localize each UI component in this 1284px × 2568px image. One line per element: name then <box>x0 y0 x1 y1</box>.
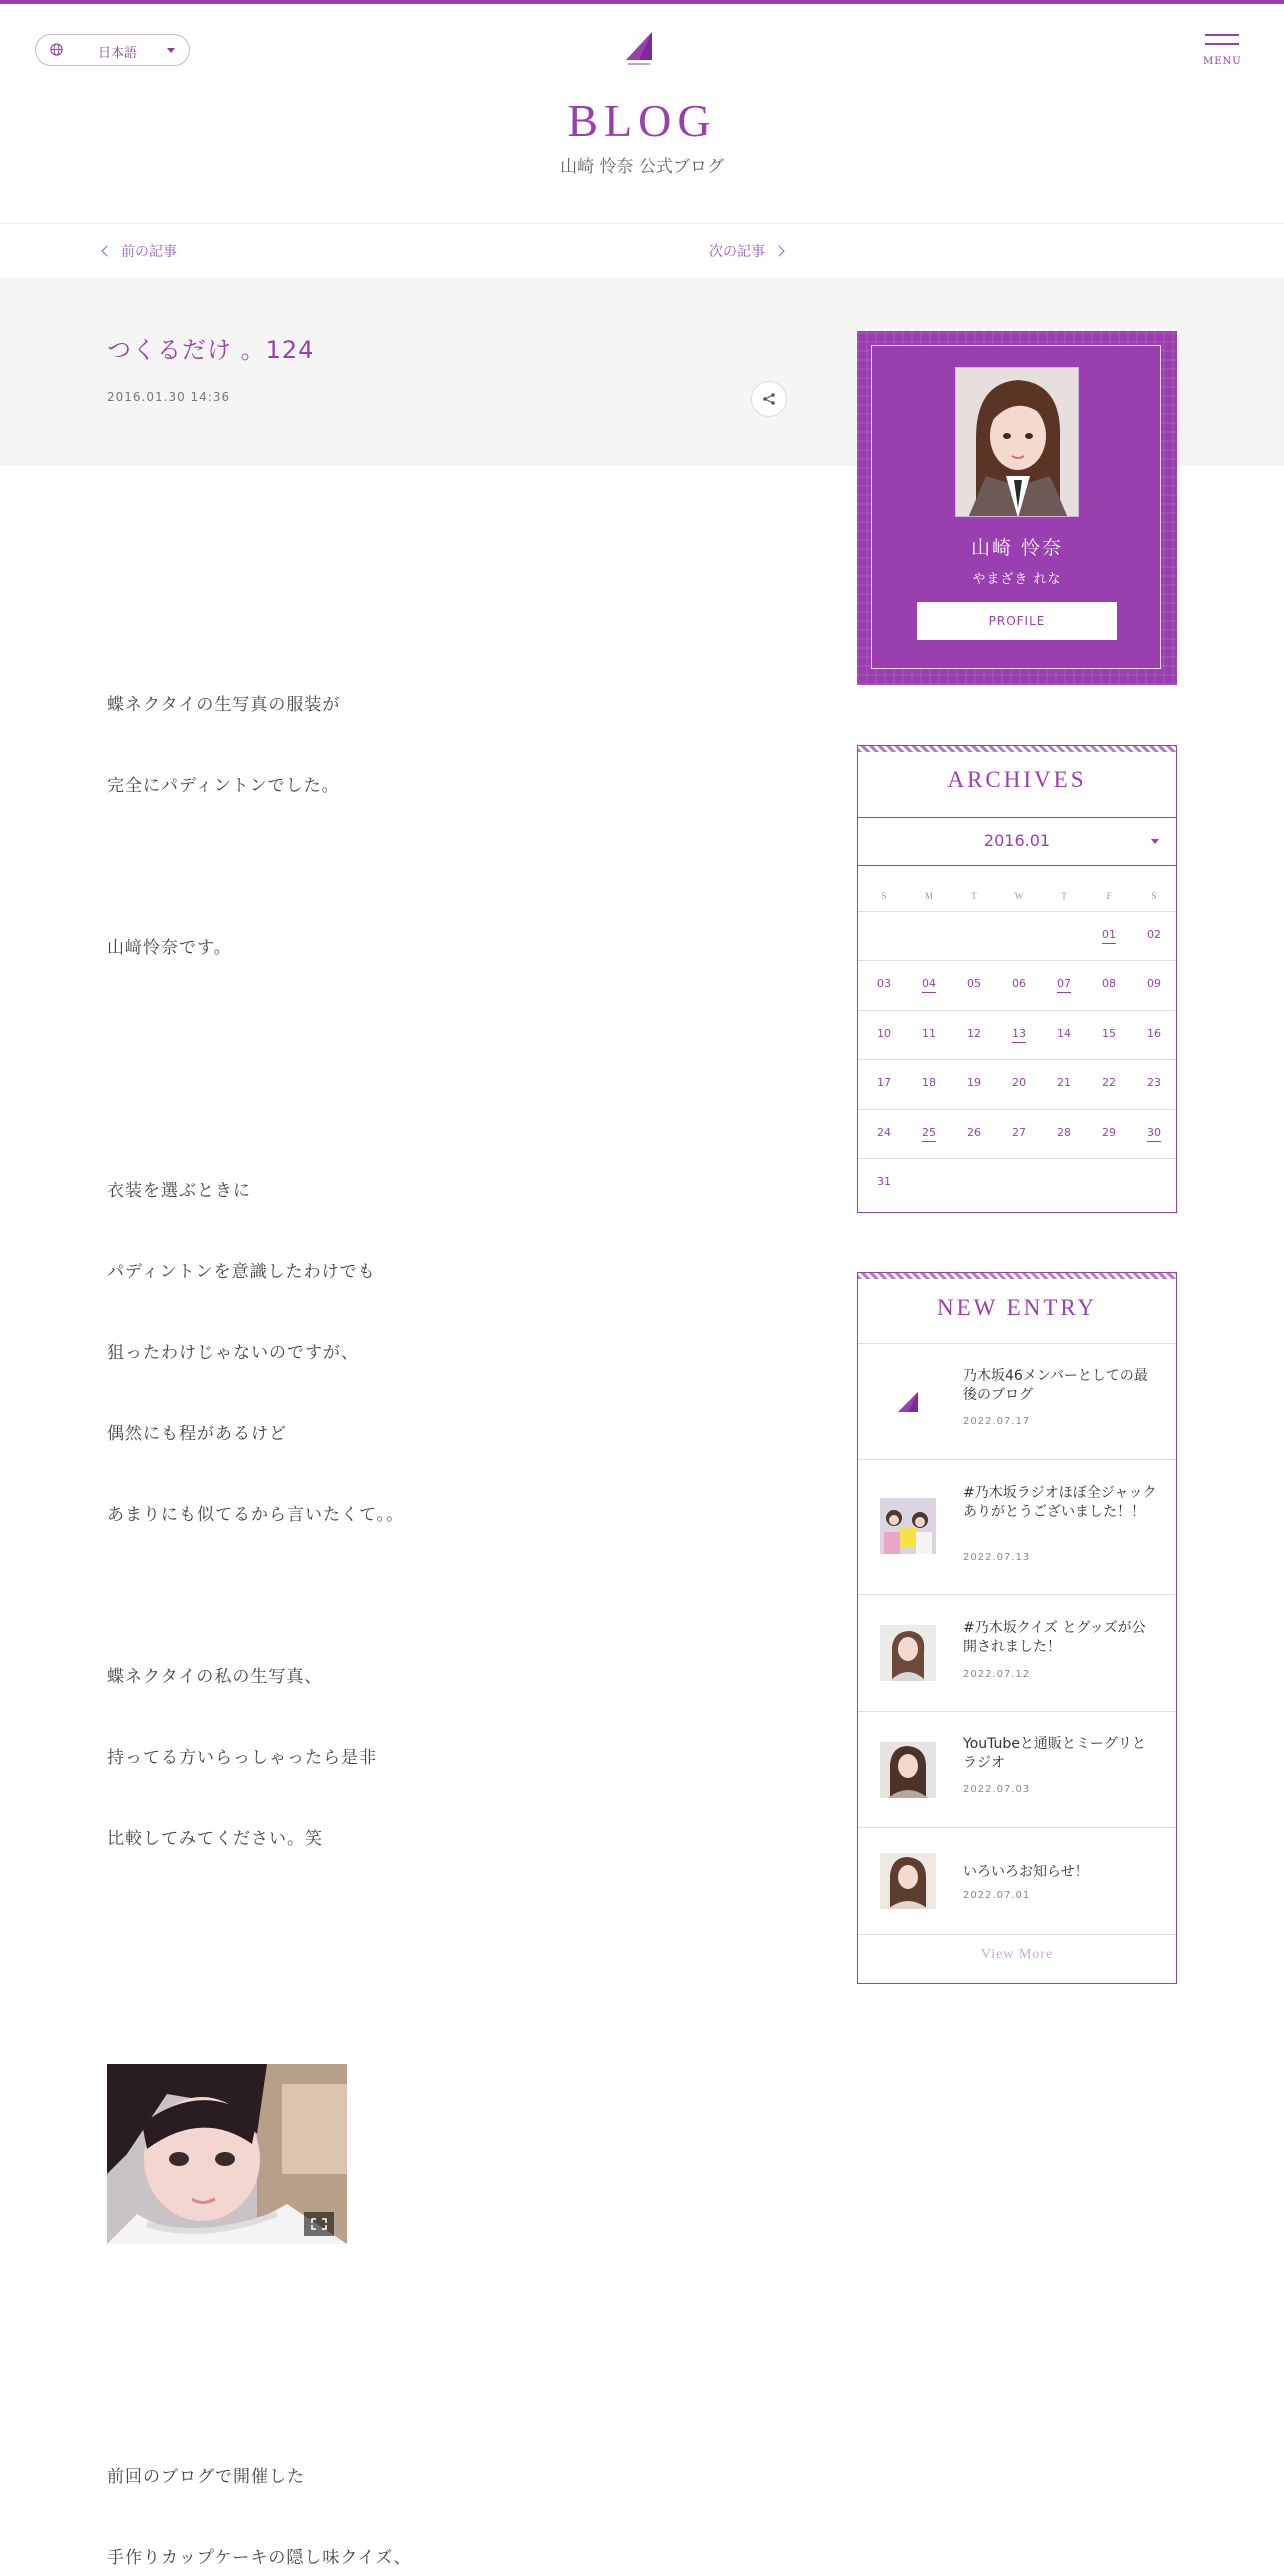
archives-title: ARCHIVES <box>947 767 1087 792</box>
calendar-day-label: 27 <box>1012 1126 1026 1139</box>
calendar-day-label: 13 <box>1012 1027 1026 1043</box>
calendar-day <box>997 1076 1041 1089</box>
entry-photo-image <box>880 1742 936 1798</box>
calendar-day[interactable] <box>997 1027 1041 1040</box>
calendar-day-label: 23 <box>1147 1076 1161 1089</box>
calendar-day-label: 16 <box>1147 1027 1161 1040</box>
entry-item[interactable] <box>858 1711 1176 1827</box>
profile-photo <box>955 367 1079 517</box>
entry-thumbnail <box>880 1742 936 1798</box>
post-body-line: 衣装を選ぶときに <box>107 1181 251 1201</box>
calendar-day-label: 21 <box>1057 1076 1071 1089</box>
calendar-day <box>1087 1027 1131 1040</box>
globe-icon <box>50 43 63 56</box>
month-select[interactable] <box>858 817 1176 866</box>
calendar-day[interactable] <box>1042 977 1086 990</box>
post-body-line: 狙ったわけじゃないのですが、 <box>107 1343 359 1363</box>
calendar-day-label: 30 <box>1147 1126 1161 1142</box>
entry-photo-image <box>880 1853 936 1909</box>
calendar-day <box>952 977 996 990</box>
calendar-day <box>997 977 1041 990</box>
calendar-day <box>862 1175 906 1188</box>
calendar-day-label: 02 <box>1147 928 1161 941</box>
post-body-line: 完全にパディントンでした。 <box>107 776 340 796</box>
calendar-day <box>1042 1126 1086 1139</box>
entry-photo-image <box>880 1498 936 1554</box>
weekday-label: S <box>1151 891 1157 901</box>
calendar-day <box>1132 928 1176 941</box>
post-body-line: 前回のブログで開催した <box>107 2467 305 2487</box>
post-body-line: 蝶ネクタイの生写真の服装が <box>107 695 341 715</box>
calendar-day <box>862 1126 906 1139</box>
calendar-day-label: 09 <box>1147 977 1161 990</box>
calendar-day <box>862 977 906 990</box>
calendar-day-label: 29 <box>1102 1126 1116 1139</box>
weekday-label: S <box>881 891 887 901</box>
archives-widget <box>857 745 1177 1213</box>
calendar-day <box>862 1076 906 1089</box>
calendar-day-label: 10 <box>877 1027 891 1040</box>
calendar-day-label: 12 <box>967 1027 981 1040</box>
calendar-day <box>952 1126 996 1139</box>
calendar-day[interactable] <box>907 977 951 990</box>
post-body-line: 山﨑怜奈です。 <box>107 938 232 958</box>
calendar-day-label: 17 <box>877 1076 891 1089</box>
entry-item[interactable] <box>858 1343 1176 1459</box>
post-photo[interactable] <box>107 2064 347 2244</box>
profile-portrait-image <box>956 368 1079 517</box>
view-more-link[interactable]: View More <box>980 1947 1054 1962</box>
calendar-day-label: 19 <box>967 1076 981 1089</box>
entry-date: 2022.07.12 <box>963 1669 1031 1680</box>
entry-thumbnail <box>880 1374 936 1430</box>
calendar-day-label: 11 <box>922 1027 936 1040</box>
chevron-left-icon <box>101 245 112 256</box>
weekday-label: F <box>1106 891 1112 901</box>
weekday-label: T <box>1061 891 1067 901</box>
menu-bar-icon <box>1205 34 1239 36</box>
entry-item[interactable] <box>858 1459 1176 1594</box>
prev-article-link[interactable] <box>103 241 177 261</box>
post-title: つくるだけ 。124 <box>107 336 315 364</box>
next-article-link[interactable] <box>709 241 783 261</box>
calendar-day[interactable] <box>907 1126 951 1139</box>
entry-item[interactable] <box>858 1827 1176 1934</box>
calendar-day <box>952 1027 996 1040</box>
calendar-day <box>1087 1076 1131 1089</box>
widget-pattern <box>858 746 1176 752</box>
calendar-day-label: 03 <box>877 977 891 990</box>
post-body-line: 偶然にも程があるけど <box>107 1424 287 1444</box>
language-label: 日本語 <box>98 46 138 61</box>
calendar-day <box>907 1076 951 1089</box>
post-body-line: 蝶ネクタイの私の生写真、 <box>107 1667 323 1687</box>
next-article-label: 次の記事 <box>709 244 765 260</box>
top-accent-line <box>0 0 1284 4</box>
menu-label: MENU <box>1203 56 1242 67</box>
share-button[interactable] <box>751 381 787 417</box>
calendar-day <box>1132 1076 1176 1089</box>
entry-thumbnail <box>880 1853 936 1909</box>
chevron-down-icon <box>167 48 175 53</box>
calendar-day-label: 24 <box>877 1126 891 1139</box>
weekday-label: M <box>924 891 933 901</box>
entry-thumbnail <box>880 1498 936 1554</box>
profile-name: 山崎 怜奈 <box>970 537 1064 559</box>
entry-photo-image <box>880 1625 936 1681</box>
profile-button[interactable]: PROFILE <box>917 602 1117 640</box>
weekday-label: W <box>1014 891 1024 901</box>
entry-thumbnail <box>880 1625 936 1681</box>
selected-month: 2016.01 <box>983 831 1051 850</box>
post-body-line: 持ってる方いらっしゃったら是非 <box>107 1748 377 1768</box>
menu-bar-icon <box>1205 43 1239 45</box>
calendar-day-label: 22 <box>1102 1076 1116 1089</box>
calendar-day <box>1042 1027 1086 1040</box>
calendar-day <box>907 1027 951 1040</box>
calendar-day-label: 31 <box>877 1175 891 1188</box>
calendar-day-label: 25 <box>922 1126 936 1142</box>
entry-item[interactable] <box>858 1594 1176 1711</box>
view-more-row <box>858 1934 1176 1983</box>
divider <box>0 223 1284 224</box>
new-entry-widget <box>857 1272 1177 1984</box>
calendar-day-label: 28 <box>1057 1126 1071 1139</box>
post-body-line: 手作りカップケーキの隠し味クイズ、 <box>107 2548 412 2568</box>
entry-date: 2022.07.03 <box>963 1784 1031 1795</box>
profile-card-inner <box>871 345 1161 669</box>
prev-article-label: 前の記事 <box>121 244 177 260</box>
menu-button[interactable] <box>1203 34 1241 70</box>
calendar-day-label: 14 <box>1057 1027 1071 1040</box>
entry-title: YouTubeと通販とミーグリとラジオ <box>963 1736 1146 1771</box>
nogizaka-logo-thumbnail <box>880 1374 936 1430</box>
profile-card <box>857 331 1177 685</box>
post-date: 2016.01.30 14:36 <box>107 390 231 404</box>
calendar-day <box>1087 1126 1131 1139</box>
calendar-day <box>997 1126 1041 1139</box>
calendar-day <box>1132 977 1176 990</box>
calendar-day-label: 20 <box>1012 1076 1026 1089</box>
entry-date: 2022.07.01 <box>963 1890 1031 1901</box>
entry-date: 2022.07.17 <box>963 1416 1031 1427</box>
post-body-line: あまりにも似てるから言いたくて。。 <box>107 1505 405 1525</box>
calendar-day-label: 04 <box>922 977 936 993</box>
chevron-right-icon <box>773 245 784 256</box>
entry-title: 乃木坂46メンバーとしての最後のブログ <box>963 1368 1148 1403</box>
calendar-day[interactable] <box>1087 928 1131 941</box>
calendar-day-label: 15 <box>1102 1027 1116 1040</box>
entry-title: いろいろお知らせ！ <box>963 1864 1089 1880</box>
calendar-day-label: 01 <box>1102 928 1116 944</box>
nogizaka-logo[interactable] <box>622 30 656 68</box>
new-entry-title: NEW ENTRY <box>936 1295 1098 1320</box>
entry-date: 2022.07.13 <box>963 1552 1031 1563</box>
calendar-day-label: 06 <box>1012 977 1026 990</box>
calendar-day-label: 18 <box>922 1076 936 1089</box>
calendar-day <box>1042 1076 1086 1089</box>
calendar-day <box>952 1076 996 1089</box>
page-title: BLOG <box>567 95 717 146</box>
page-subtitle: 山崎 怜奈 公式ブログ <box>560 157 724 177</box>
entry-title: #乃木坂クイズ とグッズが公開されました！ <box>963 1620 1146 1655</box>
language-select[interactable] <box>35 34 190 66</box>
entry-title: #乃木坂ラジオほぼ全ジャック ありがとうございました！！ <box>963 1485 1157 1520</box>
share-icon <box>762 392 776 406</box>
widget-pattern <box>858 1273 1176 1279</box>
calendar-day-label: 07 <box>1057 977 1071 993</box>
post-body-line: パディントンを意識したわけでも <box>107 1262 376 1282</box>
expand-icon[interactable] <box>304 2212 334 2236</box>
calendar-day-label: 08 <box>1102 977 1116 990</box>
post-body-line: 比較してみてください。笑 <box>107 1829 323 1849</box>
calendar-day <box>862 1027 906 1040</box>
calendar-day-label: 05 <box>967 977 981 990</box>
calendar-day <box>1132 1027 1176 1040</box>
profile-kana: やまざき れな <box>972 572 1062 587</box>
weekday-label: T <box>971 891 977 901</box>
calendar-day-label: 26 <box>967 1126 981 1139</box>
calendar-day <box>1087 977 1131 990</box>
chevron-down-icon <box>1151 839 1159 844</box>
calendar-day[interactable] <box>1132 1126 1176 1139</box>
